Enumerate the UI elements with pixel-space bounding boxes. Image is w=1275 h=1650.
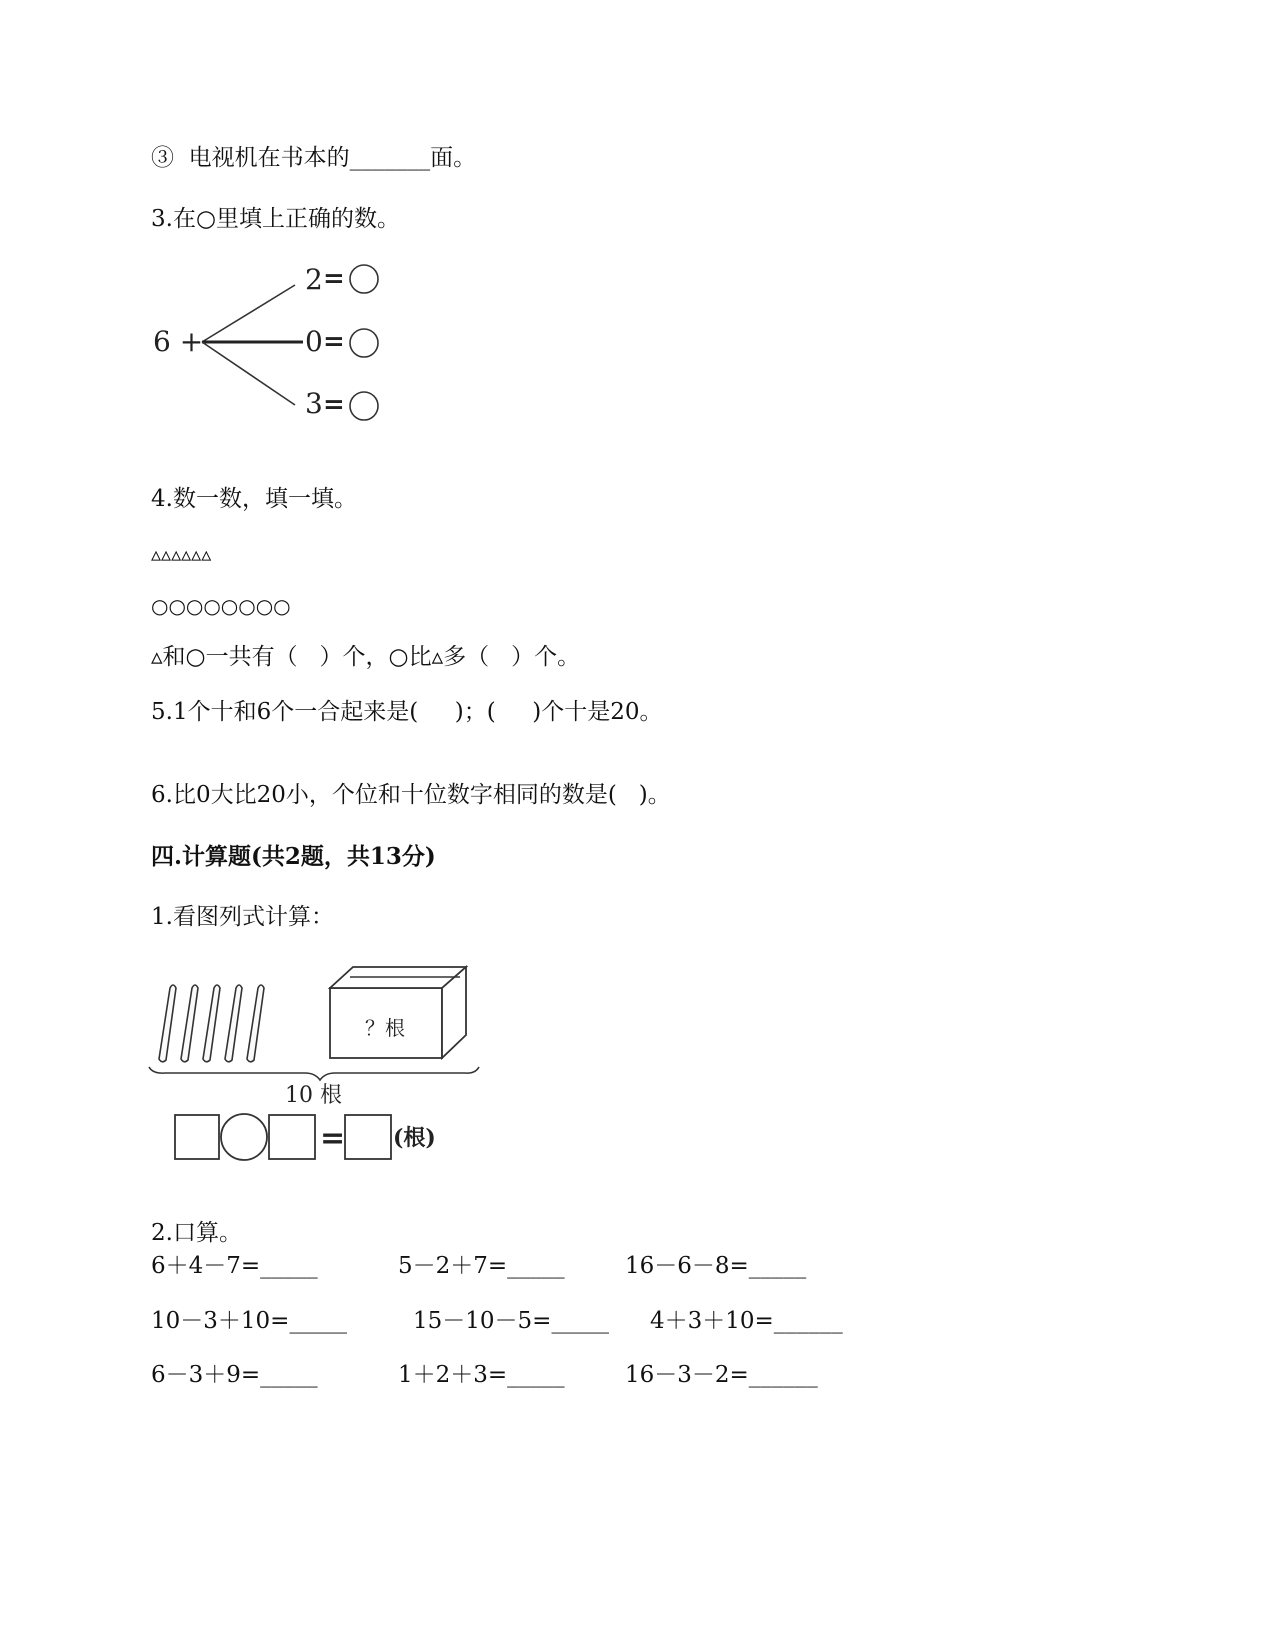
question-4-blanks: ▵和○一共有（ ）个，○比▵多（ ）个。 [151,644,581,670]
answer-square-2 [269,1115,315,1159]
box-icon [330,967,466,1058]
calc-2-prompt: 2.口算。 [151,1220,242,1246]
branch-number-1: 2 [305,263,323,296]
mental-math-r1c1: 6＋4－7=_____ [151,1253,318,1279]
operator-circle [221,1114,267,1160]
diagram-left-operand: 6 + [153,325,204,358]
mental-math-r3c1: 6－3＋9=_____ [151,1362,318,1388]
branch-number-2: 0 [305,325,323,358]
calc-1-prompt: 1.看图列式计算： [151,904,334,930]
total-brace [149,1067,479,1080]
mental-math-r2c3: 4＋3＋10=______ [650,1308,843,1334]
answer-square-1 [175,1115,219,1159]
triangle-row: ▵▵▵▵▵▵ [151,542,212,566]
circle-row: ○○○○○○○○ [151,594,291,618]
mental-math-r2c1: 10－3＋10=_____ [151,1308,347,1334]
question-6: 6.比0大比20小，个位和十位数字相同的数是( )。 [151,782,671,808]
mental-math-r3c3: 16－3－2=______ [625,1362,818,1388]
section-4-heading: 四.计算题(共2题，共13分) [151,843,436,870]
mental-math-r3c2: 1＋2＋3=_____ [398,1362,565,1388]
equals-sign-3: = [323,390,345,420]
question-3-prompt: 3.在○里填上正确的数。 [151,206,401,232]
question-5: 5.1个十和6个一合起来是( )；( )个十是20。 [151,699,663,725]
mental-math-r1c3: 16－6－8=_____ [625,1253,807,1279]
question-2-item-3: ③ 电视机在书本的_______面。 [151,145,477,171]
answer-circle-3 [350,392,378,420]
answer-circle-1 [350,265,378,293]
mental-math-r1c2: 5－2＋7=_____ [398,1253,565,1279]
mental-math-r2c2: 15－10－5=_____ [413,1308,609,1334]
unit-label: (根) [393,1125,436,1151]
addition-branch-diagram [145,255,395,430]
equals-sign-1: = [323,264,345,294]
answer-circle-2 [350,329,378,357]
branch-number-3: 3 [305,387,323,420]
equals-sign-2: = [323,327,345,357]
answer-square-3 [345,1115,391,1159]
sticks-and-box-diagram [145,960,505,1195]
question-4-prompt: 4.数一数，填一填。 [151,486,357,512]
box-label: ？根 [365,1016,405,1040]
sticks-icon [159,985,264,1062]
calc-1-equals: = [320,1121,346,1156]
total-label: 10 根 [285,1083,342,1108]
